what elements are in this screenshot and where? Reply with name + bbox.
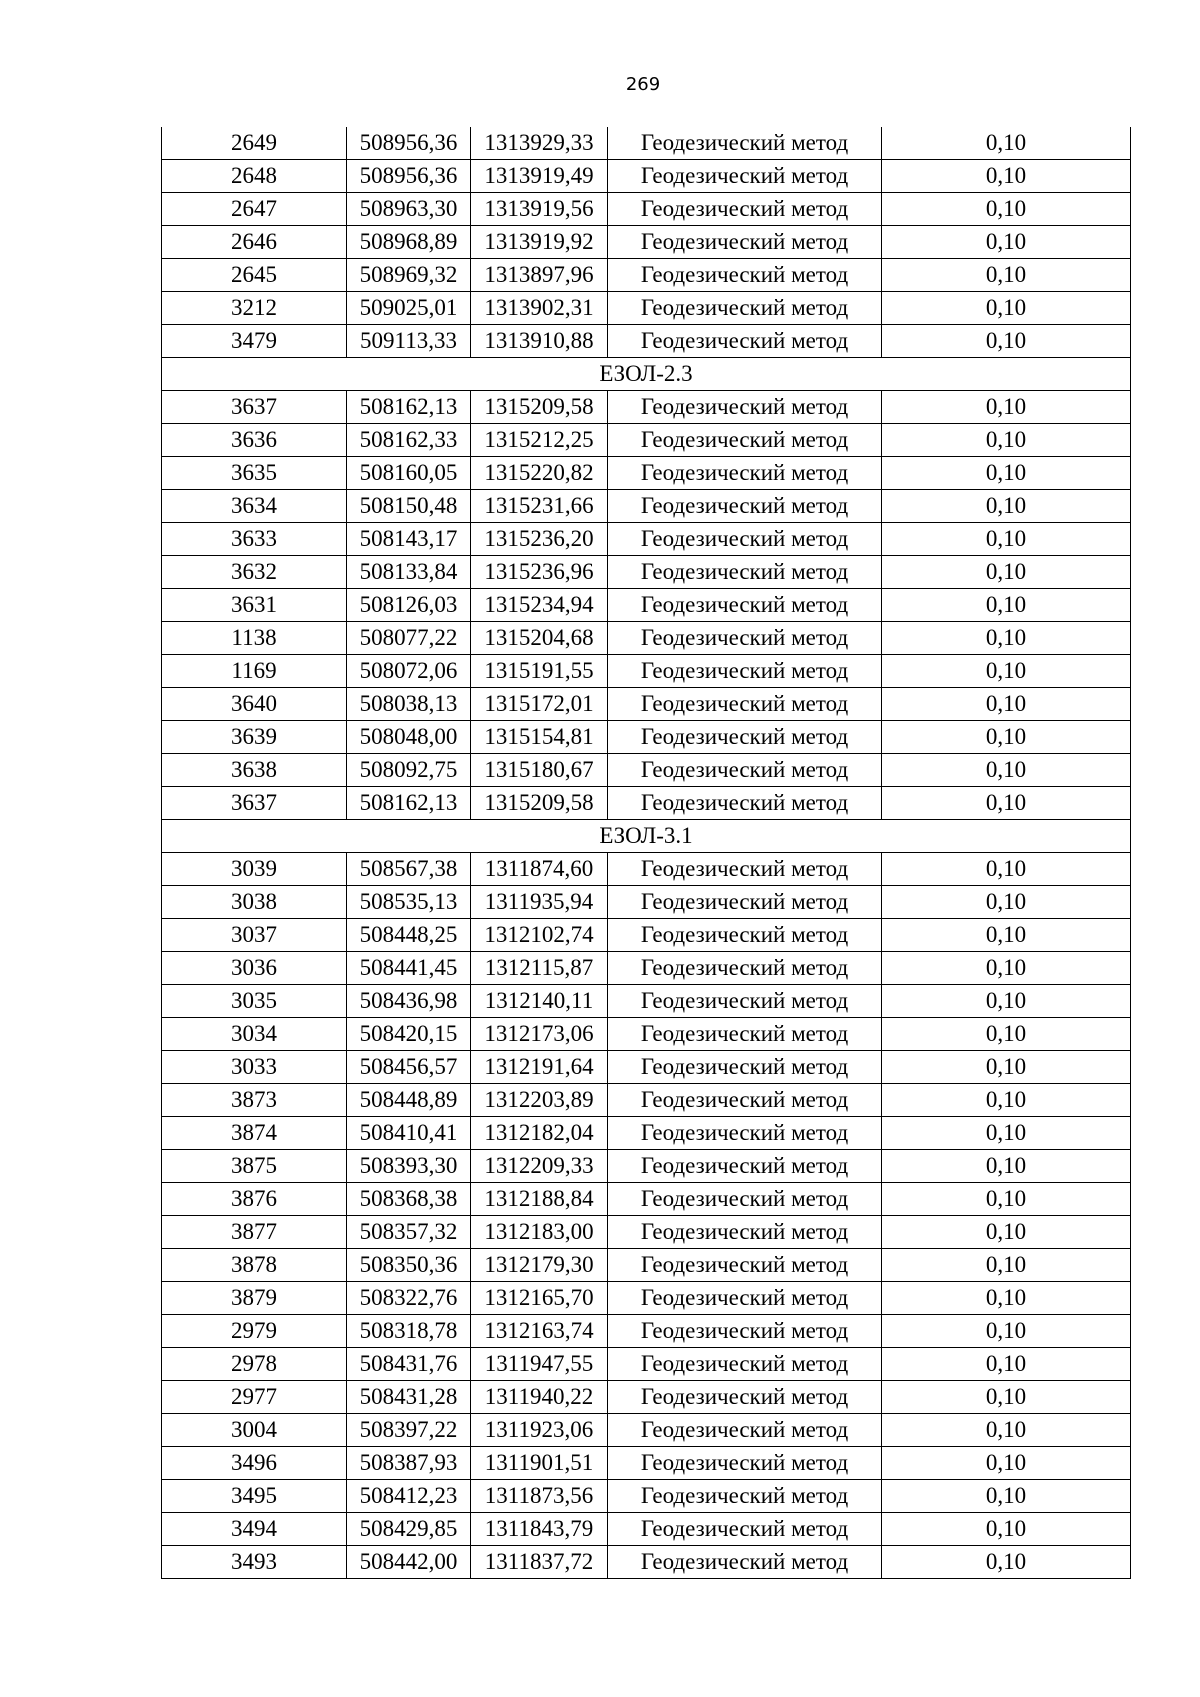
point-number-cell: 2646: [162, 226, 347, 259]
y-coordinate-cell: 1313910,88: [471, 325, 608, 358]
y-coordinate-cell: 1313897,96: [471, 259, 608, 292]
x-coordinate-cell: 508441,45: [347, 952, 471, 985]
method-cell: Геодезический метод: [608, 952, 882, 985]
accuracy-cell: 0,10: [882, 1315, 1131, 1348]
point-number-cell: 3637: [162, 391, 347, 424]
y-coordinate-cell: 1312188,84: [471, 1183, 608, 1216]
point-number-cell: 3878: [162, 1249, 347, 1282]
point-number-cell: 3637: [162, 787, 347, 820]
x-coordinate-cell: 508350,36: [347, 1249, 471, 1282]
accuracy-cell: 0,10: [882, 1546, 1131, 1579]
method-cell: Геодезический метод: [608, 1150, 882, 1183]
y-coordinate-cell: 1315236,96: [471, 556, 608, 589]
method-cell: Геодезический метод: [608, 985, 882, 1018]
x-coordinate-cell: 508429,85: [347, 1513, 471, 1546]
y-coordinate-cell: 1312163,74: [471, 1315, 608, 1348]
y-coordinate-cell: 1313919,92: [471, 226, 608, 259]
x-coordinate-cell: 508072,06: [347, 655, 471, 688]
accuracy-cell: 0,10: [882, 1216, 1131, 1249]
y-coordinate-cell: 1313919,56: [471, 193, 608, 226]
y-coordinate-cell: 1311935,94: [471, 886, 608, 919]
y-coordinate-cell: 1315220,82: [471, 457, 608, 490]
table-row: [162, 1282, 1131, 1315]
method-cell: Геодезический метод: [608, 919, 882, 952]
accuracy-cell: 0,10: [882, 1117, 1131, 1150]
y-coordinate-cell: 1312173,06: [471, 1018, 608, 1051]
accuracy-cell: 0,10: [882, 688, 1131, 721]
accuracy-cell: 0,10: [882, 523, 1131, 556]
y-coordinate-cell: 1311947,55: [471, 1348, 608, 1381]
method-cell: Геодезический метод: [608, 1315, 882, 1348]
x-coordinate-cell: 508397,22: [347, 1414, 471, 1447]
y-coordinate-cell: 1311940,22: [471, 1381, 608, 1414]
table-row: [162, 1480, 1131, 1513]
point-number-cell: 3873: [162, 1084, 347, 1117]
point-number-cell: 2648: [162, 160, 347, 193]
point-number-cell: 3875: [162, 1150, 347, 1183]
method-cell: Геодезический метод: [608, 1513, 882, 1546]
point-number-cell: 2649: [162, 127, 347, 160]
accuracy-cell: 0,10: [882, 490, 1131, 523]
method-cell: Геодезический метод: [608, 721, 882, 754]
x-coordinate-cell: 508387,93: [347, 1447, 471, 1480]
method-cell: Геодезический метод: [608, 1414, 882, 1447]
x-coordinate-cell: 508963,30: [347, 193, 471, 226]
x-coordinate-cell: 508048,00: [347, 721, 471, 754]
accuracy-cell: 0,10: [882, 1084, 1131, 1117]
section-title: ЕЗОЛ-3.1: [162, 820, 1131, 853]
accuracy-cell: 0,10: [882, 1381, 1131, 1414]
y-coordinate-cell: 1315172,01: [471, 688, 608, 721]
x-coordinate-cell: 508077,22: [347, 622, 471, 655]
method-cell: Геодезический метод: [608, 1216, 882, 1249]
y-coordinate-cell: 1312203,89: [471, 1084, 608, 1117]
table-row: [162, 952, 1131, 985]
x-coordinate-cell: 508448,25: [347, 919, 471, 952]
point-number-cell: 3638: [162, 754, 347, 787]
point-number-cell: 2979: [162, 1315, 347, 1348]
accuracy-cell: 0,10: [882, 226, 1131, 259]
table-row: [162, 424, 1131, 457]
accuracy-cell: 0,10: [882, 919, 1131, 952]
y-coordinate-cell: 1315204,68: [471, 622, 608, 655]
x-coordinate-cell: 508431,76: [347, 1348, 471, 1381]
table-row: [162, 1381, 1131, 1414]
table-row: [162, 589, 1131, 622]
table-row: [162, 1018, 1131, 1051]
accuracy-cell: 0,10: [882, 952, 1131, 985]
x-coordinate-cell: 508968,89: [347, 226, 471, 259]
y-coordinate-cell: 1312209,33: [471, 1150, 608, 1183]
table-row: [162, 853, 1131, 886]
table-row: [162, 259, 1131, 292]
accuracy-cell: 0,10: [882, 1480, 1131, 1513]
y-coordinate-cell: 1312140,11: [471, 985, 608, 1018]
method-cell: Геодезический метод: [608, 787, 882, 820]
point-number-cell: 3640: [162, 688, 347, 721]
x-coordinate-cell: 508412,23: [347, 1480, 471, 1513]
y-coordinate-cell: 1311837,72: [471, 1546, 608, 1579]
point-number-cell: 3037: [162, 919, 347, 952]
y-coordinate-cell: 1312102,74: [471, 919, 608, 952]
method-cell: Геодезический метод: [608, 589, 882, 622]
y-coordinate-cell: 1313902,31: [471, 292, 608, 325]
accuracy-cell: 0,10: [882, 1282, 1131, 1315]
x-coordinate-cell: 508431,28: [347, 1381, 471, 1414]
method-cell: Геодезический метод: [608, 259, 882, 292]
accuracy-cell: 0,10: [882, 853, 1131, 886]
point-number-cell: 3874: [162, 1117, 347, 1150]
accuracy-cell: 0,10: [882, 589, 1131, 622]
point-number-cell: 3039: [162, 853, 347, 886]
table-row: [162, 1447, 1131, 1480]
accuracy-cell: 0,10: [882, 1051, 1131, 1084]
table-row: [162, 1249, 1131, 1282]
x-coordinate-cell: 509113,33: [347, 325, 471, 358]
accuracy-cell: 0,10: [882, 754, 1131, 787]
table-row: [162, 391, 1131, 424]
x-coordinate-cell: 508322,76: [347, 1282, 471, 1315]
table-row: [162, 1546, 1131, 1579]
x-coordinate-cell: 508150,48: [347, 490, 471, 523]
method-cell: Геодезический метод: [608, 523, 882, 556]
x-coordinate-cell: 508393,30: [347, 1150, 471, 1183]
point-number-cell: 3877: [162, 1216, 347, 1249]
method-cell: Геодезический метод: [608, 325, 882, 358]
table-row: [162, 1084, 1131, 1117]
y-coordinate-cell: 1311843,79: [471, 1513, 608, 1546]
accuracy-cell: 0,10: [882, 622, 1131, 655]
y-coordinate-cell: 1313919,49: [471, 160, 608, 193]
coordinates-table-body: [162, 127, 1131, 1579]
accuracy-cell: 0,10: [882, 127, 1131, 160]
y-coordinate-cell: 1315209,58: [471, 391, 608, 424]
x-coordinate-cell: 508162,13: [347, 787, 471, 820]
table-row: [162, 523, 1131, 556]
y-coordinate-cell: 1312183,00: [471, 1216, 608, 1249]
x-coordinate-cell: 508143,17: [347, 523, 471, 556]
y-coordinate-cell: 1312179,30: [471, 1249, 608, 1282]
y-coordinate-cell: 1315236,20: [471, 523, 608, 556]
y-coordinate-cell: 1311923,06: [471, 1414, 608, 1447]
accuracy-cell: 0,10: [882, 424, 1131, 457]
accuracy-cell: 0,10: [882, 655, 1131, 688]
method-cell: Геодезический метод: [608, 1348, 882, 1381]
accuracy-cell: 0,10: [882, 985, 1131, 1018]
method-cell: Геодезический метод: [608, 193, 882, 226]
accuracy-cell: 0,10: [882, 1513, 1131, 1546]
accuracy-cell: 0,10: [882, 1447, 1131, 1480]
accuracy-cell: 0,10: [882, 1414, 1131, 1447]
point-number-cell: 3636: [162, 424, 347, 457]
point-number-cell: 3035: [162, 985, 347, 1018]
point-number-cell: 3634: [162, 490, 347, 523]
point-number-cell: 1138: [162, 622, 347, 655]
x-coordinate-cell: 508318,78: [347, 1315, 471, 1348]
y-coordinate-cell: 1315212,25: [471, 424, 608, 457]
point-number-cell: 3879: [162, 1282, 347, 1315]
y-coordinate-cell: 1311873,56: [471, 1480, 608, 1513]
point-number-cell: 3036: [162, 952, 347, 985]
method-cell: Геодезический метод: [608, 160, 882, 193]
method-cell: Геодезический метод: [608, 1183, 882, 1216]
point-number-cell: 3496: [162, 1447, 347, 1480]
accuracy-cell: 0,10: [882, 292, 1131, 325]
accuracy-cell: 0,10: [882, 457, 1131, 490]
accuracy-cell: 0,10: [882, 325, 1131, 358]
accuracy-cell: 0,10: [882, 1018, 1131, 1051]
x-coordinate-cell: 508368,38: [347, 1183, 471, 1216]
y-coordinate-cell: 1312165,70: [471, 1282, 608, 1315]
x-coordinate-cell: 508956,36: [347, 127, 471, 160]
x-coordinate-cell: 508456,57: [347, 1051, 471, 1084]
point-number-cell: 3876: [162, 1183, 347, 1216]
x-coordinate-cell: 508162,13: [347, 391, 471, 424]
table-row: [162, 160, 1131, 193]
x-coordinate-cell: 508535,13: [347, 886, 471, 919]
x-coordinate-cell: 508160,05: [347, 457, 471, 490]
point-number-cell: 2645: [162, 259, 347, 292]
accuracy-cell: 0,10: [882, 1249, 1131, 1282]
accuracy-cell: 0,10: [882, 556, 1131, 589]
table-row: [162, 721, 1131, 754]
y-coordinate-cell: 1311874,60: [471, 853, 608, 886]
section-row: [162, 358, 1131, 391]
point-number-cell: 3639: [162, 721, 347, 754]
table-row: [162, 1216, 1131, 1249]
point-number-cell: 3033: [162, 1051, 347, 1084]
table-row: [162, 919, 1131, 952]
method-cell: Геодезический метод: [608, 1447, 882, 1480]
coordinates-table: [161, 127, 1131, 1579]
point-number-cell: 3494: [162, 1513, 347, 1546]
method-cell: Геодезический метод: [608, 1018, 882, 1051]
table-row: [162, 787, 1131, 820]
table-row: [162, 1150, 1131, 1183]
x-coordinate-cell: 508956,36: [347, 160, 471, 193]
y-coordinate-cell: 1315209,58: [471, 787, 608, 820]
x-coordinate-cell: 508567,38: [347, 853, 471, 886]
y-coordinate-cell: 1315234,94: [471, 589, 608, 622]
y-coordinate-cell: 1315180,67: [471, 754, 608, 787]
point-number-cell: 3631: [162, 589, 347, 622]
x-coordinate-cell: 508442,00: [347, 1546, 471, 1579]
accuracy-cell: 0,10: [882, 1348, 1131, 1381]
point-number-cell: 2978: [162, 1348, 347, 1381]
table-row: [162, 556, 1131, 589]
accuracy-cell: 0,10: [882, 160, 1131, 193]
table-row: [162, 490, 1131, 523]
table-row: [162, 886, 1131, 919]
method-cell: Геодезический метод: [608, 556, 882, 589]
table-row: [162, 754, 1131, 787]
method-cell: Геодезический метод: [608, 1051, 882, 1084]
point-number-cell: 3479: [162, 325, 347, 358]
x-coordinate-cell: 509025,01: [347, 292, 471, 325]
point-number-cell: 1169: [162, 655, 347, 688]
method-cell: Геодезический метод: [608, 622, 882, 655]
x-coordinate-cell: 508133,84: [347, 556, 471, 589]
table-row: [162, 457, 1131, 490]
method-cell: Геодезический метод: [608, 688, 882, 721]
x-coordinate-cell: 508420,15: [347, 1018, 471, 1051]
table-row: [162, 1348, 1131, 1381]
method-cell: Геодезический метод: [608, 1117, 882, 1150]
accuracy-cell: 0,10: [882, 259, 1131, 292]
x-coordinate-cell: 508092,75: [347, 754, 471, 787]
x-coordinate-cell: 508410,41: [347, 1117, 471, 1150]
method-cell: Геодезический метод: [608, 1282, 882, 1315]
method-cell: Геодезический метод: [608, 1480, 882, 1513]
accuracy-cell: 0,10: [882, 391, 1131, 424]
method-cell: Геодезический метод: [608, 292, 882, 325]
x-coordinate-cell: 508162,33: [347, 424, 471, 457]
table-row: [162, 1513, 1131, 1546]
point-number-cell: 3632: [162, 556, 347, 589]
table-row: [162, 292, 1131, 325]
table-row: [162, 1315, 1131, 1348]
section-row: [162, 820, 1131, 853]
accuracy-cell: 0,10: [882, 193, 1131, 226]
y-coordinate-cell: 1315231,66: [471, 490, 608, 523]
method-cell: Геодезический метод: [608, 1381, 882, 1414]
table-row: [162, 1183, 1131, 1216]
point-number-cell: 3034: [162, 1018, 347, 1051]
page-number: 269: [625, 74, 661, 95]
method-cell: Геодезический метод: [608, 1249, 882, 1282]
method-cell: Геодезический метод: [608, 655, 882, 688]
point-number-cell: 3038: [162, 886, 347, 919]
table-row: [162, 985, 1131, 1018]
accuracy-cell: 0,10: [882, 1150, 1131, 1183]
y-coordinate-cell: 1312182,04: [471, 1117, 608, 1150]
x-coordinate-cell: 508357,32: [347, 1216, 471, 1249]
y-coordinate-cell: 1312115,87: [471, 952, 608, 985]
point-number-cell: 3633: [162, 523, 347, 556]
point-number-cell: 3495: [162, 1480, 347, 1513]
point-number-cell: 3635: [162, 457, 347, 490]
method-cell: Геодезический метод: [608, 853, 882, 886]
x-coordinate-cell: 508969,32: [347, 259, 471, 292]
accuracy-cell: 0,10: [882, 787, 1131, 820]
x-coordinate-cell: 508038,13: [347, 688, 471, 721]
point-number-cell: 2977: [162, 1381, 347, 1414]
method-cell: Геодезический метод: [608, 754, 882, 787]
point-number-cell: 3004: [162, 1414, 347, 1447]
x-coordinate-cell: 508126,03: [347, 589, 471, 622]
table-row: [162, 226, 1131, 259]
table-row: [162, 325, 1131, 358]
table-row: [162, 1414, 1131, 1447]
method-cell: Геодезический метод: [608, 226, 882, 259]
method-cell: Геодезический метод: [608, 1546, 882, 1579]
y-coordinate-cell: 1315154,81: [471, 721, 608, 754]
x-coordinate-cell: 508436,98: [347, 985, 471, 1018]
accuracy-cell: 0,10: [882, 1183, 1131, 1216]
section-title: ЕЗОЛ-2.3: [162, 358, 1131, 391]
method-cell: Геодезический метод: [608, 457, 882, 490]
point-number-cell: 3493: [162, 1546, 347, 1579]
method-cell: Геодезический метод: [608, 490, 882, 523]
method-cell: Геодезический метод: [608, 391, 882, 424]
point-number-cell: 3212: [162, 292, 347, 325]
accuracy-cell: 0,10: [882, 886, 1131, 919]
x-coordinate-cell: 508448,89: [347, 1084, 471, 1117]
point-number-cell: 2647: [162, 193, 347, 226]
table-row: [162, 127, 1131, 160]
method-cell: Геодезический метод: [608, 127, 882, 160]
table-row: [162, 688, 1131, 721]
y-coordinate-cell: 1312191,64: [471, 1051, 608, 1084]
accuracy-cell: 0,10: [882, 721, 1131, 754]
y-coordinate-cell: 1311901,51: [471, 1447, 608, 1480]
method-cell: Геодезический метод: [608, 424, 882, 457]
table-row: [162, 1051, 1131, 1084]
table-row: [162, 622, 1131, 655]
table-row: [162, 655, 1131, 688]
table-row: [162, 193, 1131, 226]
table-row: [162, 1117, 1131, 1150]
y-coordinate-cell: 1313929,33: [471, 127, 608, 160]
method-cell: Геодезический метод: [608, 886, 882, 919]
y-coordinate-cell: 1315191,55: [471, 655, 608, 688]
method-cell: Геодезический метод: [608, 1084, 882, 1117]
